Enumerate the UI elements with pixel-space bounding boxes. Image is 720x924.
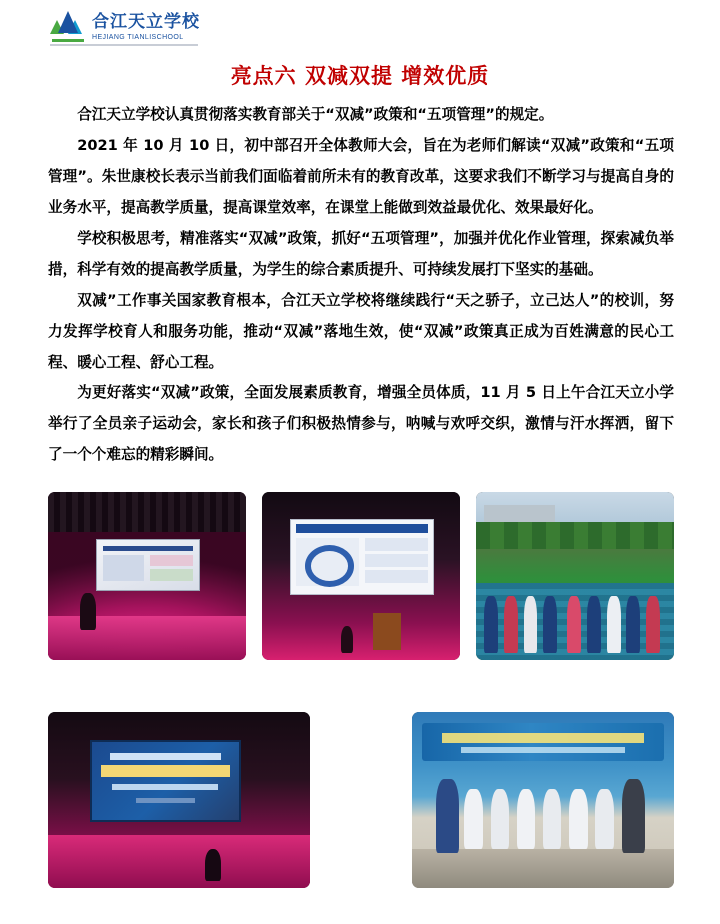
page-title: 亮点六 双减双提 增效优质 <box>230 64 490 88</box>
photo-policy-interpretation-assembly <box>48 712 310 888</box>
paragraph-2: 2021 年 10 月 10 日，初中部召开全体教师大会，旨在为老师们解读“双减”政策和“五项管理”。朱世康校长表示当前我们面临着前所未有的教育改革，这要求我们不断学习与提高自身的业务水平，提高教学质量，提高课堂效率，在课堂上能做到效益最优化、效果最好化。 <box>48 136 674 216</box>
logo-divider <box>50 44 198 46</box>
paragraph-5: 为更好落实“双减”政策，全面发展素质教育，增强全员体质，11 月 5 日上午合江天立小学举行了全员亲子运动会，家长和孩子们积极热情参与，呐喊与欢呼交织，激情与汗水挥洒，留下了一个个难忘的精彩瞬间。 <box>48 384 674 464</box>
photo-projected-slide-closeup <box>262 492 460 660</box>
photo-auditorium-teacher-meeting <box>48 492 246 660</box>
logo-name-en: HEJIANG TIANLISCHOOL <box>92 33 184 41</box>
logo-text <box>92 11 200 41</box>
mountain-peaks-logo-icon <box>50 10 86 44</box>
article-body <box>48 100 674 471</box>
photo-awards-ceremony-banner <box>412 712 674 888</box>
photo-row-top <box>48 492 674 660</box>
paragraph-3: 学校积极思考，精准落实“双减”政策，抓好“五项管理”，加强并优化作业管理，探索减负举措，科学有效的提高教学质量，为学生的综合素质提升、可持续发展打下坚实的基础。 <box>48 229 674 278</box>
photo-row-bottom <box>48 712 674 888</box>
paragraph-4: 双减”工作事关国家教育根本，合江天立学校将继续践行“天之骄子，立己达人”的校训，努力发挥学校育人和服务功能，推动“双减”落地生效，使“双减”政策真正成为百姓满意的民心工程、暖心工程、舒心工程。 <box>48 291 674 371</box>
paragraph-1: 合江天立学校认真贯彻落实教育部关于“双减”政策和“五项管理”的规定。 <box>77 106 554 123</box>
photo-outdoor-parent-child-sports <box>476 492 674 660</box>
school-logo <box>50 8 200 46</box>
logo-name-cn: 合江天立学校 <box>92 11 200 32</box>
